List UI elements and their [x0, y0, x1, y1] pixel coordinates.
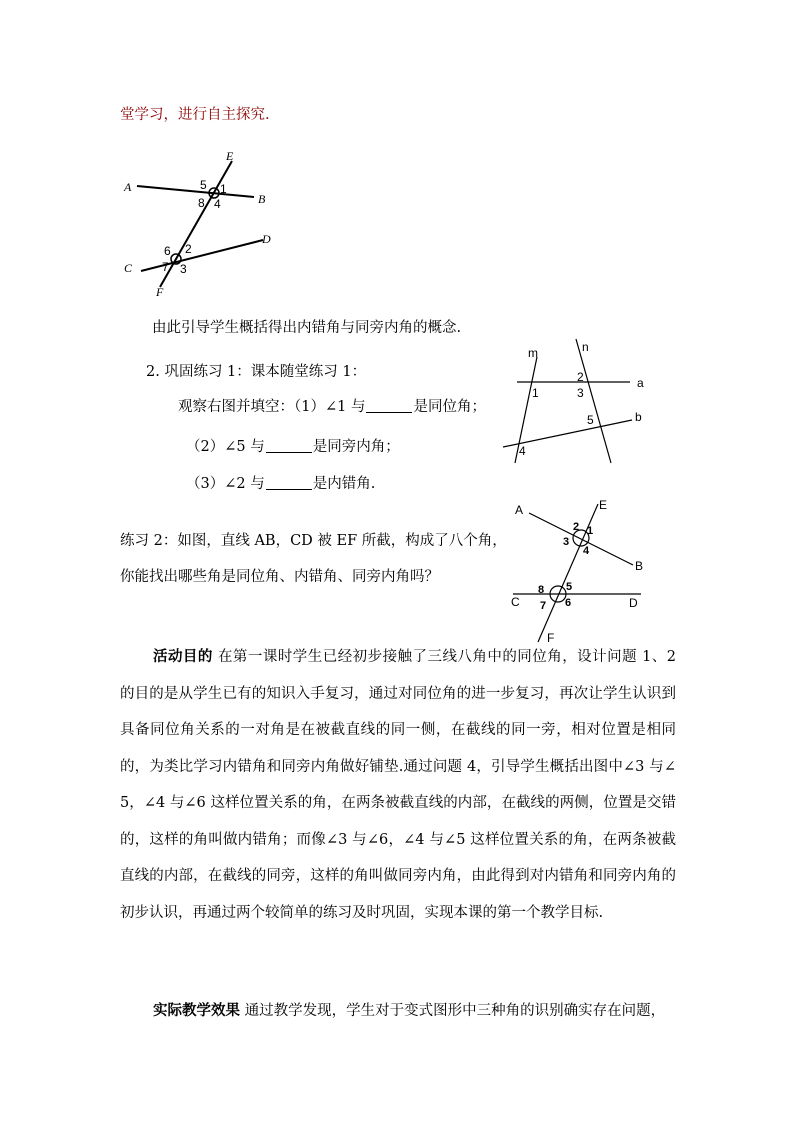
- effect-label: 实际教学效果: [153, 1002, 240, 1019]
- fig1-label-a: A: [124, 180, 132, 194]
- line-ab: [529, 513, 633, 565]
- q2-answer-blank[interactable]: [266, 437, 312, 453]
- fig1-angle-3: 3: [180, 262, 187, 276]
- fig3-label-c: C: [511, 595, 520, 609]
- fig3-angle-7: 7: [540, 600, 547, 612]
- q3-prefix: （3）∠2 与: [186, 476, 265, 492]
- effect-paragraph: [120, 993, 676, 1030]
- intro-line: 堂学习，进行自主探究.: [120, 107, 270, 123]
- effect-text: 通过教学发现，学生对于变式图形中三种角的识别确实存在问题，: [240, 1003, 666, 1019]
- fig3-label-e: E: [599, 498, 608, 512]
- line-ab: [137, 186, 254, 197]
- fig1-label-f: F: [156, 285, 164, 299]
- line-b: [503, 420, 632, 447]
- fig3-label-b: B: [635, 559, 644, 573]
- fig2-angle-3: 3: [577, 386, 584, 400]
- fig2-angle-4: 4: [519, 444, 526, 458]
- figure-2-lines-mn-ab: [495, 335, 655, 470]
- q2-prefix: （2）∠5 与: [186, 439, 265, 455]
- fig1-angle-2: 2: [185, 242, 192, 256]
- fig3-angle-4: 4: [583, 545, 590, 557]
- concept-line: 由此引导学生概括得出内错角与同旁内角的概念.: [152, 320, 462, 336]
- fig1-angle-7: 7: [162, 260, 169, 274]
- figure-3-parallel-lines: [505, 492, 655, 652]
- fig1-angle-8: 8: [198, 196, 205, 210]
- fig3-angle-1: 1: [587, 525, 594, 537]
- fig1-angle-5: 5: [200, 178, 207, 192]
- exercise2-line-1: 练习 2：如图，直线 AB，CD 被 EF 所截，构成了八个角，: [120, 533, 507, 549]
- line-ef: [160, 161, 232, 287]
- purpose-text: 在第一课时学生已经初步接触了三线八角中的同位角，设计问题 1、2 的目的是从学生已有的知识入手复习，通过对同位角的进一步复习，再次让学生认识到具备同位角关系的一对角是在被截直线的同一侧，在截线的同一旁，相对位置是相同的，为类比学习内错角和同旁内角做好铺垫.通过问题 4，引导学生概括出图中∠3 与∠5，∠4 与∠6 这样位置关系的角，在两条被截直线的内部，在截线的两侧，位置是交错的，这样的角叫做内错角；而像∠3 与∠6，∠4 与∠5 这样位置关系的角，在两条被截直线的内部，在截线的同旁，这样的角叫做同旁内角，由此得到对内错角和同旁内角的初步认识，再通过两个较简单的练习及时巩固，实现本课的第一个教学目标.: [120, 649, 676, 921]
- figure-1-parallel-lines: [118, 145, 293, 300]
- purpose-label: 活动目的: [153, 648, 213, 665]
- fig3-label-a: A: [515, 503, 524, 517]
- fig3-angle-6: 6: [565, 597, 572, 609]
- exercise1-heading: 2. 巩固练习 1：课本随堂练习 1：: [146, 364, 367, 380]
- fig1-angle-6: 6: [164, 244, 171, 258]
- fig3-angle-2: 2: [573, 521, 580, 533]
- fig1-angle-4: 4: [214, 197, 221, 211]
- exercise1-question-2: [186, 437, 400, 457]
- fig3-angle-8: 8: [538, 584, 545, 596]
- purpose-paragraph: [120, 639, 676, 931]
- fig1-angle-1: 1: [220, 182, 227, 196]
- fig2-label-b: b: [635, 410, 642, 424]
- fig2-angle-1: 1: [532, 386, 539, 400]
- fig1-label-c: C: [124, 261, 133, 275]
- fig2-angle-2: 2: [577, 370, 584, 384]
- q1-answer-blank[interactable]: [366, 397, 412, 413]
- q3-suffix: 是内错角.: [312, 476, 376, 492]
- exercise2-line-2: 你能找出哪些角是同位角、内错角、同旁内角吗？: [120, 569, 439, 585]
- q1-prefix: 观察右图并填空：（1）∠1 与: [178, 399, 366, 415]
- fig3-label-f: F: [547, 631, 555, 645]
- fig1-label-b: B: [258, 192, 266, 206]
- exercise1-question-1: [178, 397, 486, 417]
- q3-answer-blank[interactable]: [266, 474, 312, 490]
- fig2-label-a: a: [637, 376, 644, 390]
- fig1-label-e: E: [226, 149, 234, 163]
- fig1-label-d: D: [262, 232, 271, 246]
- fig3-angle-5: 5: [566, 581, 573, 593]
- fig3-label-d: D: [629, 596, 638, 610]
- fig2-label-n: n: [582, 340, 589, 354]
- q1-suffix: 是同位角；: [413, 399, 486, 415]
- q2-suffix: 是同旁内角；: [312, 439, 400, 455]
- line-cd: [141, 240, 263, 271]
- fig3-angle-3: 3: [563, 536, 570, 548]
- fig2-label-m: m: [528, 346, 538, 360]
- fig2-angle-5: 5: [587, 413, 594, 427]
- line-n: [576, 339, 611, 463]
- exercise1-question-3: [186, 474, 375, 494]
